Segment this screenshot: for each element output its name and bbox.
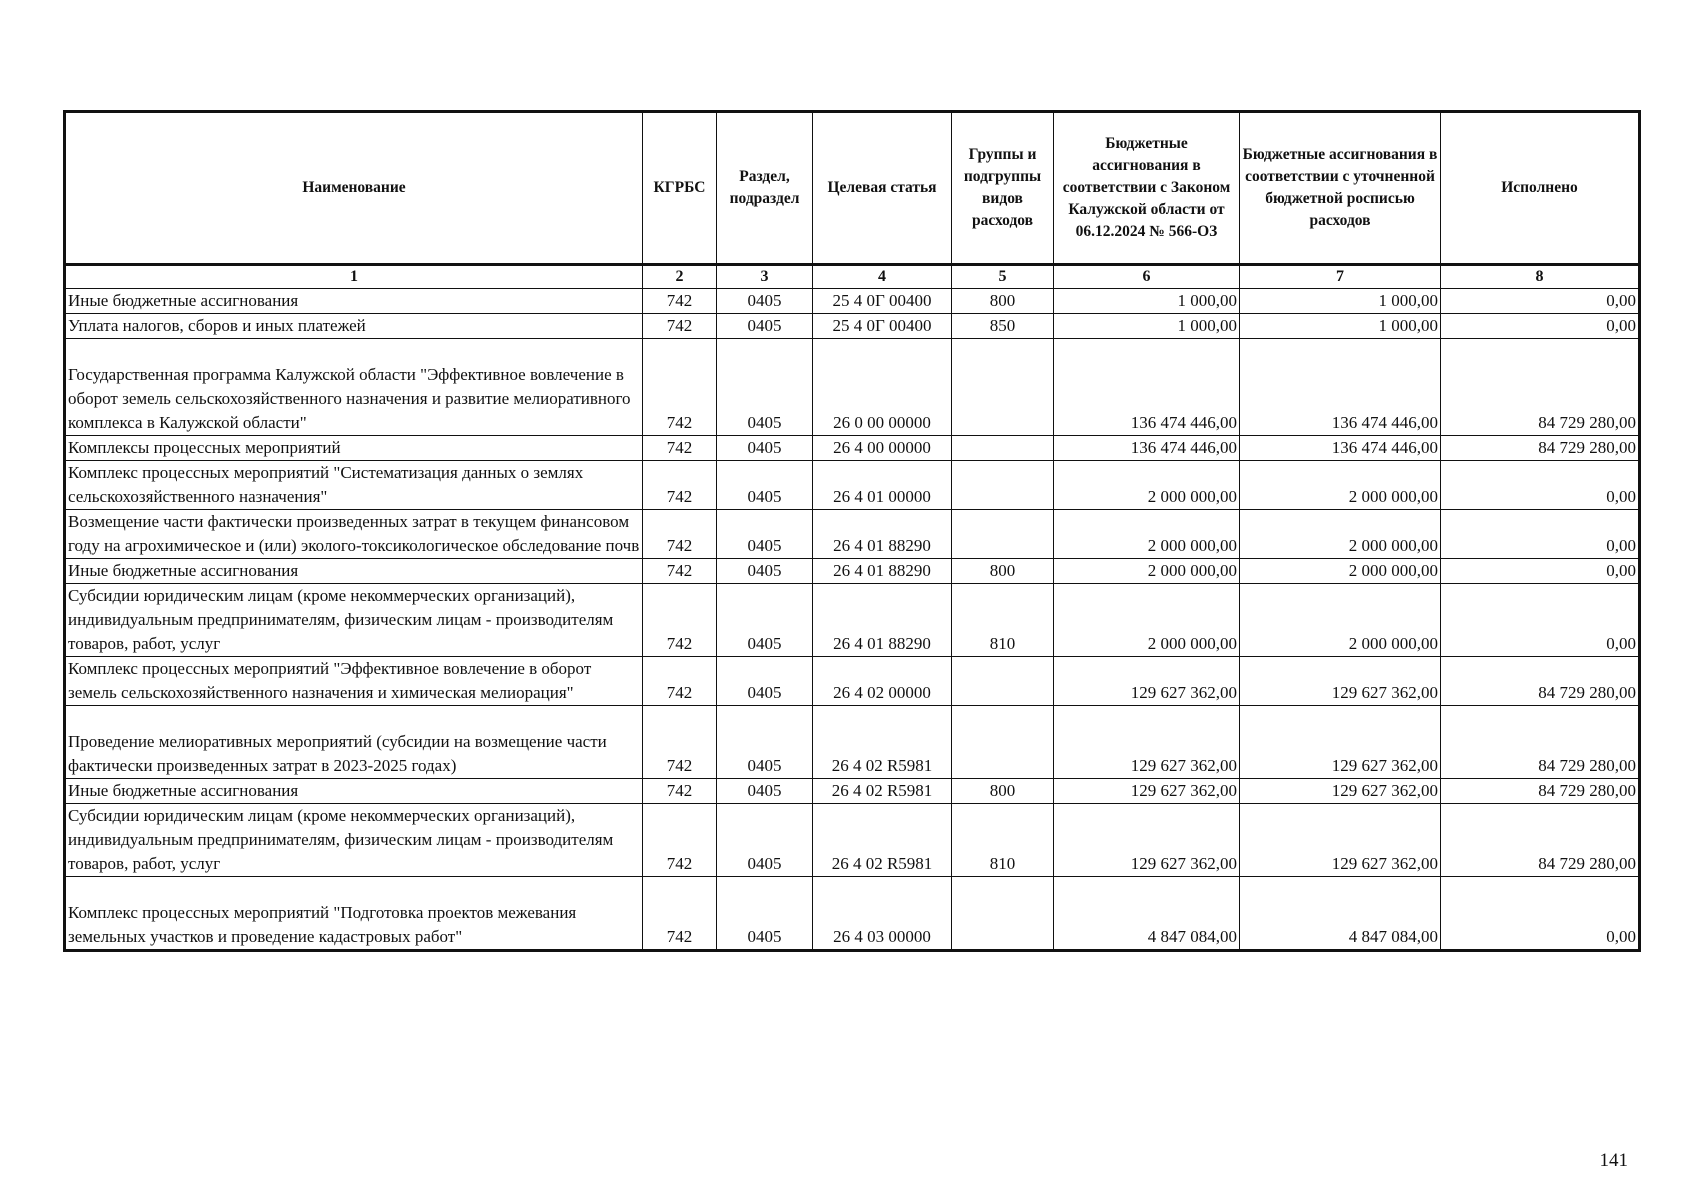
cell-razdel: 0405 bbox=[717, 804, 813, 877]
header-statya: Целевая статья bbox=[813, 112, 952, 265]
cell-name: Иные бюджетные ассигнования bbox=[65, 289, 643, 314]
cell-razdel: 0405 bbox=[717, 314, 813, 339]
cell-name: Иные бюджетные ассигнования bbox=[65, 559, 643, 584]
cell-statya: 26 4 02 R5981 bbox=[813, 706, 952, 779]
cell-vid: 800 bbox=[952, 559, 1054, 584]
cell-zakon: 129 627 362,00 bbox=[1054, 706, 1240, 779]
cell-name: Комплексы процессных мероприятий bbox=[65, 436, 643, 461]
table-row bbox=[65, 436, 1640, 461]
header-vid: Группы и подгруппы видов расходов bbox=[952, 112, 1054, 265]
cell-vid: 810 bbox=[952, 804, 1054, 877]
cell-statya: 26 4 02 00000 bbox=[813, 657, 952, 706]
cell-razdel: 0405 bbox=[717, 461, 813, 510]
cell-rospis: 2 000 000,00 bbox=[1240, 584, 1441, 657]
column-number: 3 bbox=[717, 265, 813, 289]
cell-vid: 810 bbox=[952, 584, 1054, 657]
column-number: 7 bbox=[1240, 265, 1441, 289]
cell-vid: 850 bbox=[952, 314, 1054, 339]
cell-name: Иные бюджетные ассигнования bbox=[65, 779, 643, 804]
cell-zakon: 2 000 000,00 bbox=[1054, 461, 1240, 510]
cell-rospis: 129 627 362,00 bbox=[1240, 779, 1441, 804]
table-row bbox=[65, 559, 1640, 584]
cell-rospis: 136 474 446,00 bbox=[1240, 339, 1441, 436]
cell-name bbox=[65, 706, 643, 779]
table-row bbox=[65, 289, 1640, 314]
cell-kgrbs: 742 bbox=[643, 339, 717, 436]
cell-razdel: 0405 bbox=[717, 559, 813, 584]
cell-vid bbox=[952, 436, 1054, 461]
cell-kgrbs: 742 bbox=[643, 314, 717, 339]
cell-rospis: 4 847 084,00 bbox=[1240, 877, 1441, 951]
cell-name bbox=[65, 339, 643, 436]
cell-statya: 26 4 01 00000 bbox=[813, 461, 952, 510]
table-row bbox=[65, 804, 1640, 877]
cell-rospis: 1 000,00 bbox=[1240, 314, 1441, 339]
cell-ispolneno: 0,00 bbox=[1441, 289, 1640, 314]
cell-statya: 26 4 01 88290 bbox=[813, 559, 952, 584]
cell-name-text: Комплекс процессных мероприятий "Подготовка проектов межевания земельных участков и проведение кадастровых работ" bbox=[68, 903, 577, 946]
cell-vid: 800 bbox=[952, 779, 1054, 804]
table-row bbox=[65, 584, 1640, 657]
column-number: 5 bbox=[952, 265, 1054, 289]
column-number: 4 bbox=[813, 265, 952, 289]
budget-table bbox=[63, 110, 1641, 952]
cell-rospis: 129 627 362,00 bbox=[1240, 657, 1441, 706]
table-row bbox=[65, 461, 1640, 510]
cell-rospis: 2 000 000,00 bbox=[1240, 461, 1441, 510]
cell-zakon: 2 000 000,00 bbox=[1054, 559, 1240, 584]
column-number: 8 bbox=[1441, 265, 1640, 289]
cell-kgrbs: 742 bbox=[643, 584, 717, 657]
cell-statya: 26 4 01 88290 bbox=[813, 584, 952, 657]
cell-name-text: Проведение мелиоративных мероприятий (субсидии на возмещение части фактически произведенных затрат в 2023-2025 годах) bbox=[68, 732, 607, 775]
cell-name: Возмещение части фактически произведенных затрат в текущем финансовом году на агрохимическое и (или) эколого-токсикологическое обследование почв bbox=[65, 510, 643, 559]
cell-rospis: 136 474 446,00 bbox=[1240, 436, 1441, 461]
cell-razdel: 0405 bbox=[717, 339, 813, 436]
cell-ispolneno: 0,00 bbox=[1441, 461, 1640, 510]
cell-statya: 26 0 00 00000 bbox=[813, 339, 952, 436]
cell-kgrbs: 742 bbox=[643, 510, 717, 559]
cell-kgrbs: 742 bbox=[643, 706, 717, 779]
cell-statya: 25 4 0Г 00400 bbox=[813, 289, 952, 314]
cell-zakon: 4 847 084,00 bbox=[1054, 877, 1240, 951]
cell-vid bbox=[952, 877, 1054, 951]
table-row bbox=[65, 657, 1640, 706]
cell-vid: 800 bbox=[952, 289, 1054, 314]
cell-zakon: 129 627 362,00 bbox=[1054, 779, 1240, 804]
table-row bbox=[65, 510, 1640, 559]
cell-razdel: 0405 bbox=[717, 510, 813, 559]
cell-ispolneno: 84 729 280,00 bbox=[1441, 706, 1640, 779]
cell-vid bbox=[952, 510, 1054, 559]
cell-ispolneno: 84 729 280,00 bbox=[1441, 436, 1640, 461]
table-body bbox=[65, 289, 1640, 951]
header-row bbox=[65, 112, 1640, 265]
cell-rospis: 1 000,00 bbox=[1240, 289, 1441, 314]
cell-ispolneno: 0,00 bbox=[1441, 314, 1640, 339]
cell-name bbox=[65, 877, 643, 951]
table-row bbox=[65, 314, 1640, 339]
cell-zakon: 1 000,00 bbox=[1054, 314, 1240, 339]
cell-ispolneno: 84 729 280,00 bbox=[1441, 657, 1640, 706]
cell-statya: 25 4 0Г 00400 bbox=[813, 314, 952, 339]
page-number: 141 bbox=[1599, 1150, 1628, 1171]
cell-name: Комплекс процессных мероприятий "Систематизация данных о землях сельскохозяйственного назначения" bbox=[65, 461, 643, 510]
cell-ispolneno: 84 729 280,00 bbox=[1441, 804, 1640, 877]
cell-statya: 26 4 01 88290 bbox=[813, 510, 952, 559]
cell-ispolneno: 0,00 bbox=[1441, 510, 1640, 559]
cell-razdel: 0405 bbox=[717, 877, 813, 951]
header-razdel: Раздел, подраздел bbox=[717, 112, 813, 265]
cell-rospis: 129 627 362,00 bbox=[1240, 706, 1441, 779]
cell-razdel: 0405 bbox=[717, 289, 813, 314]
cell-ispolneno: 84 729 280,00 bbox=[1441, 339, 1640, 436]
cell-razdel: 0405 bbox=[717, 706, 813, 779]
cell-name: Субсидии юридическим лицам (кроме некоммерческих организаций), индивидуальным предпринимателям, физическим лицам - производителям товаров, работ, услуг bbox=[65, 584, 643, 657]
cell-zakon: 1 000,00 bbox=[1054, 289, 1240, 314]
cell-name: Комплекс процессных мероприятий "Эффективное вовлечение в оборот земель сельскохозяйственного назначения и химическая мелиорация" bbox=[65, 657, 643, 706]
table-row bbox=[65, 706, 1640, 779]
column-number: 1 bbox=[65, 265, 643, 289]
table-row bbox=[65, 779, 1640, 804]
cell-statya: 26 4 02 R5981 bbox=[813, 804, 952, 877]
column-number: 2 bbox=[643, 265, 717, 289]
cell-ispolneno: 0,00 bbox=[1441, 877, 1640, 951]
cell-zakon: 136 474 446,00 bbox=[1054, 339, 1240, 436]
cell-zakon: 129 627 362,00 bbox=[1054, 804, 1240, 877]
cell-rospis: 129 627 362,00 bbox=[1240, 804, 1441, 877]
cell-kgrbs: 742 bbox=[643, 657, 717, 706]
cell-zakon: 2 000 000,00 bbox=[1054, 584, 1240, 657]
table-header bbox=[65, 112, 1640, 289]
table-row bbox=[65, 877, 1640, 951]
cell-kgrbs: 742 bbox=[643, 877, 717, 951]
cell-rospis: 2 000 000,00 bbox=[1240, 559, 1441, 584]
cell-name: Уплата налогов, сборов и иных платежей bbox=[65, 314, 643, 339]
cell-zakon: 129 627 362,00 bbox=[1054, 657, 1240, 706]
cell-razdel: 0405 bbox=[717, 657, 813, 706]
cell-vid bbox=[952, 461, 1054, 510]
cell-kgrbs: 742 bbox=[643, 289, 717, 314]
cell-zakon: 2 000 000,00 bbox=[1054, 510, 1240, 559]
cell-kgrbs: 742 bbox=[643, 461, 717, 510]
cell-kgrbs: 742 bbox=[643, 559, 717, 584]
table-row bbox=[65, 339, 1640, 436]
cell-kgrbs: 742 bbox=[643, 779, 717, 804]
cell-name: Субсидии юридическим лицам (кроме некоммерческих организаций), индивидуальным предпринимателям, физическим лицам - производителям товаров, работ, услуг bbox=[65, 804, 643, 877]
header-rospis: Бюджетные ассигнования в соответствии с уточненной бюджетной росписью расходов bbox=[1240, 112, 1441, 265]
header-ispolneno: Исполнено bbox=[1441, 112, 1640, 265]
cell-statya: 26 4 00 00000 bbox=[813, 436, 952, 461]
cell-ispolneno: 0,00 bbox=[1441, 559, 1640, 584]
cell-kgrbs: 742 bbox=[643, 804, 717, 877]
cell-vid bbox=[952, 657, 1054, 706]
cell-zakon: 136 474 446,00 bbox=[1054, 436, 1240, 461]
cell-statya: 26 4 03 00000 bbox=[813, 877, 952, 951]
column-number: 6 bbox=[1054, 265, 1240, 289]
cell-rospis: 2 000 000,00 bbox=[1240, 510, 1441, 559]
cell-statya: 26 4 02 R5981 bbox=[813, 779, 952, 804]
cell-ispolneno: 84 729 280,00 bbox=[1441, 779, 1640, 804]
cell-vid bbox=[952, 706, 1054, 779]
cell-name-text: Государственная программа Калужской области "Эффективное вовлечение в оборот земель сельскохозяйственного назначения и развитие мелиоративного комплекса в Калужской области" bbox=[68, 365, 631, 432]
cell-vid bbox=[952, 339, 1054, 436]
column-number-row bbox=[65, 265, 1640, 289]
header-kgrbs: КГРБС bbox=[643, 112, 717, 265]
header-name: Наименование bbox=[65, 112, 643, 265]
cell-ispolneno: 0,00 bbox=[1441, 584, 1640, 657]
cell-razdel: 0405 bbox=[717, 779, 813, 804]
header-zakon: Бюджетные ассигнования в соответствии с Законом Калужской области от 06.12.2024 № 566-ОЗ bbox=[1054, 112, 1240, 265]
cell-kgrbs: 742 bbox=[643, 436, 717, 461]
cell-razdel: 0405 bbox=[717, 584, 813, 657]
cell-razdel: 0405 bbox=[717, 436, 813, 461]
